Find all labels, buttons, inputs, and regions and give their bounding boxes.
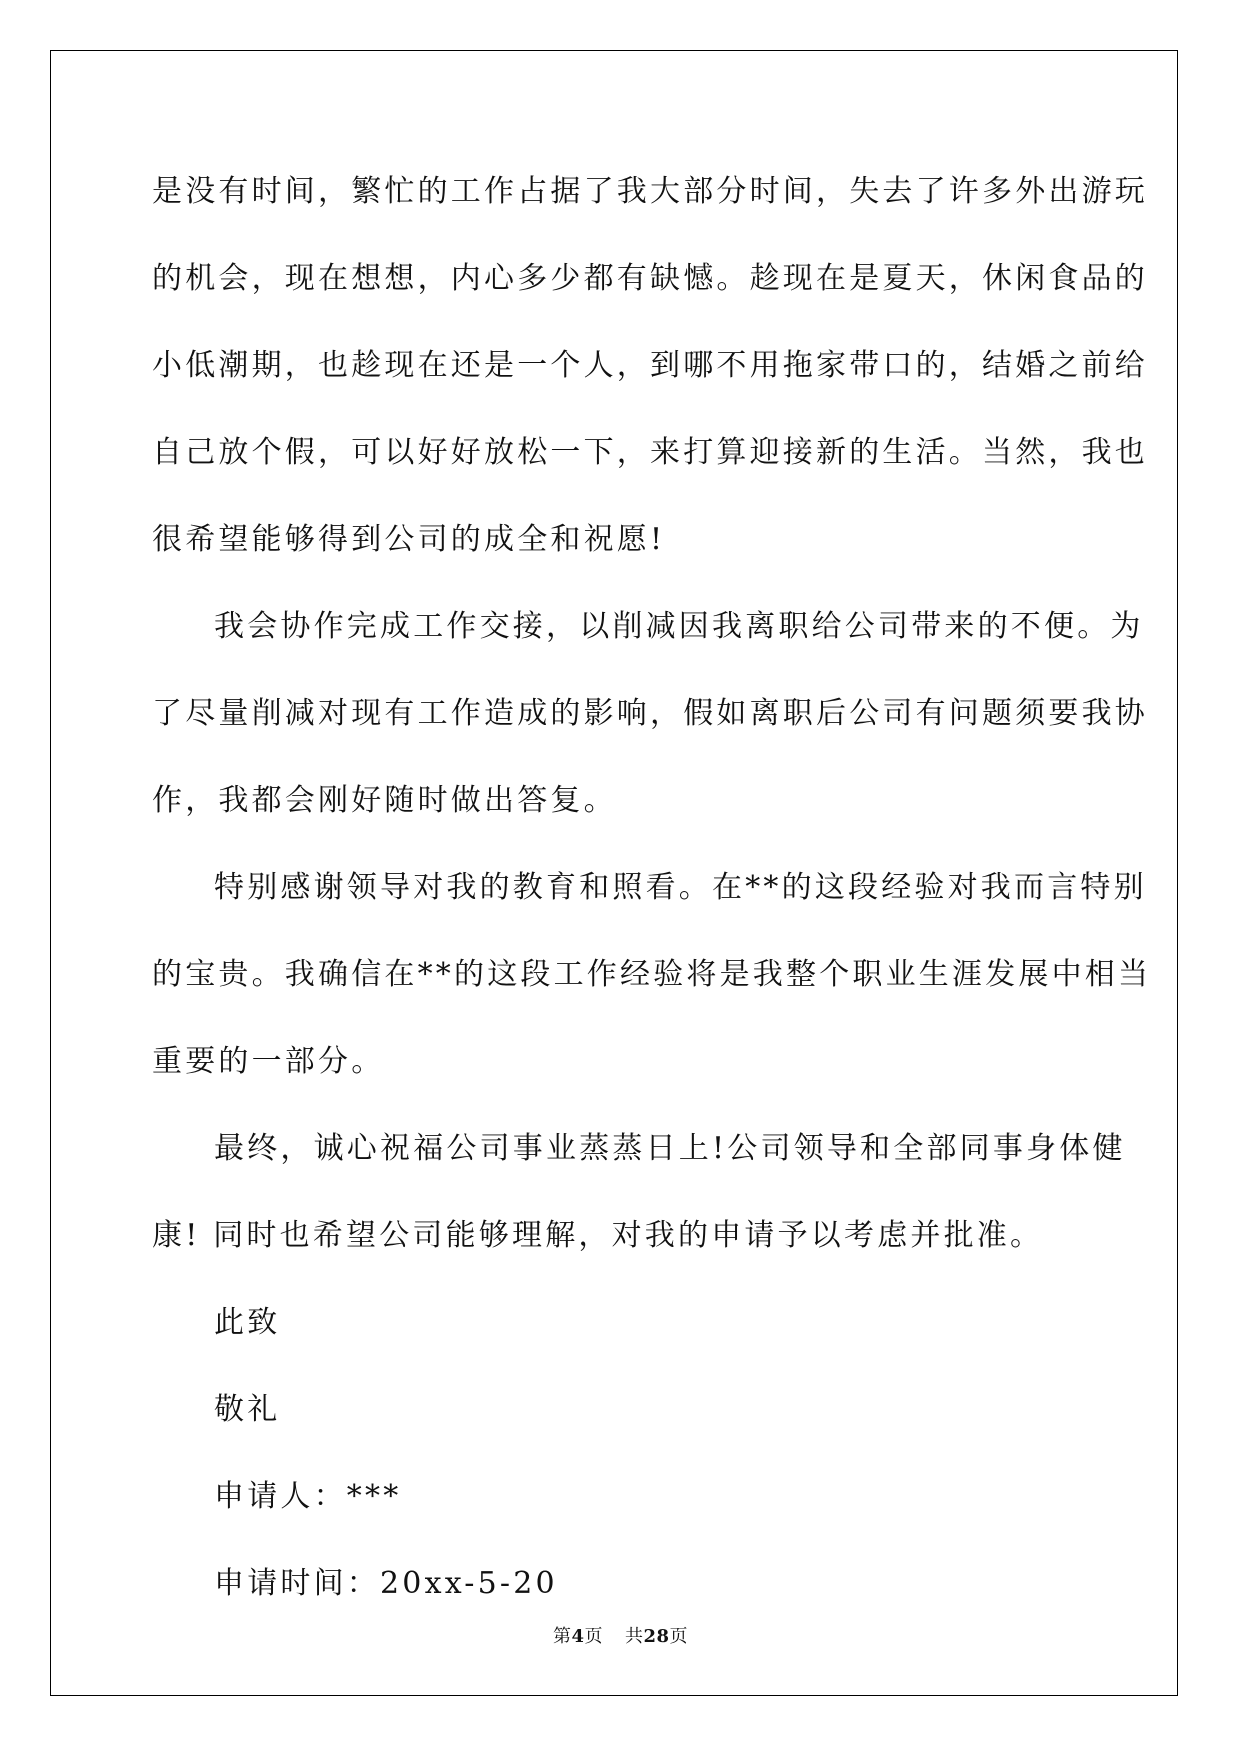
text-line: 了尽量削减对现有工作造成的影响，假如离职后公司有问题须要我协 bbox=[152, 696, 1148, 731]
text-line: 很希望能够得到公司的成全和祝愿! bbox=[152, 522, 666, 557]
text-line: 康! 同时也希望公司能够理解，对我的申请予以考虑并批准。 bbox=[152, 1218, 1044, 1253]
text-line: 的机会，现在想想，内心多少都有缺憾。趁现在是夏天，休闲食品的 bbox=[152, 261, 1148, 296]
page-footer bbox=[0, 1622, 1241, 1648]
closing-salutation: 此致 bbox=[214, 1305, 281, 1340]
text-line: 重要的一部分。 bbox=[152, 1044, 385, 1079]
text-line: 自己放个假，可以好好放松一下，来打算迎接新的生活。当然，我也 bbox=[152, 435, 1148, 470]
application-date-line: 申请时间：20xx-5-20 bbox=[214, 1566, 558, 1601]
document-body bbox=[152, 148, 1152, 1627]
applicant-line: 申请人：*** bbox=[214, 1479, 402, 1514]
total-prefix: 共 bbox=[624, 1626, 644, 1647]
total-suffix: 页 bbox=[669, 1626, 689, 1647]
closing-regards: 敬礼 bbox=[214, 1392, 281, 1427]
paragraph-start-line: 特别感谢领导对我的教育和照看。在**的这段经验对我而言特别 bbox=[214, 870, 1147, 905]
text-line: 是没有时间，繁忙的工作占据了我大部分时间，失去了许多外出游玩 bbox=[152, 174, 1148, 209]
text-line: 小低潮期，也趁现在还是一个人，到哪不用拖家带口的，结婚之前给 bbox=[152, 348, 1148, 383]
total-pages: 28 bbox=[643, 1626, 670, 1647]
paragraph-start-line: 最终，诚心祝福公司事业蒸蒸日上!公司领导和全部同事身体健 bbox=[214, 1131, 1126, 1166]
text-line: 作，我都会刚好随时做出答复。 bbox=[152, 783, 617, 818]
paragraph-start-line: 我会协作完成工作交接，以削减因我离职给公司带来的不便。为 bbox=[214, 609, 1144, 644]
page-suffix: 页 bbox=[584, 1626, 603, 1647]
page-number: 4 bbox=[571, 1626, 585, 1647]
page-prefix: 第 bbox=[552, 1626, 572, 1647]
text-line: 的宝贵。我确信在**的这段工作经验将是我整个职业生涯发展中相当 bbox=[152, 957, 1152, 992]
